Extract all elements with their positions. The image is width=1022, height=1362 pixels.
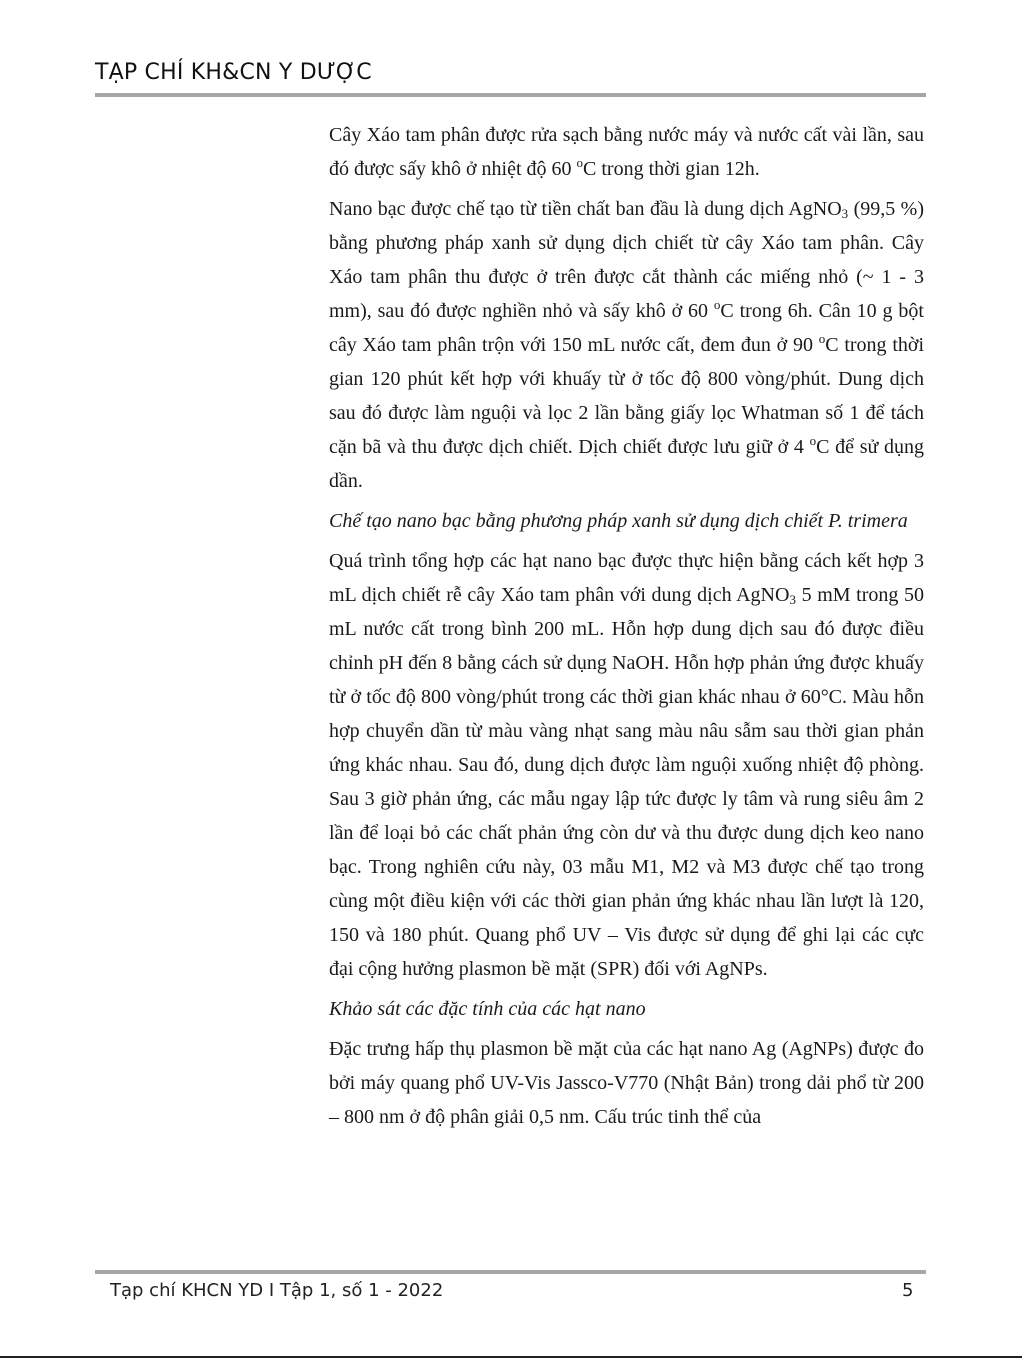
- paragraph-characterization: Đặc trưng hấp thụ plasmon bề mặt của các hạt nano Ag (AgNPs) được đo bởi máy quang phổ UV-Vis Jassco-V770 (Nhật Bản) trong dải phổ từ 200 – 800 nm ở độ phân giải 0,5 nm. Cấu trúc tinh thể của: [329, 1038, 924, 1128]
- section-heading-synthesis: Chế tạo nano bạc bằng phương pháp xanh sử dụng dịch chiết P. trimera: [329, 510, 908, 532]
- page-bottom-border: [0, 1356, 1022, 1358]
- footer-rule: [95, 1270, 926, 1274]
- footer-citation: Tạp chí KHCN YD I Tập 1, số 1 - 2022: [110, 1280, 444, 1301]
- page-number: 5: [902, 1280, 914, 1301]
- paragraph-synthesis: Quá trình tổng hợp các hạt nano bạc được thực hiện bằng cách kết hợp 3 mL dịch chiết rễ cây Xáo tam phân với dung dịch AgNO$_3$ 5 mM trong 50 mL nước cất trong bình 200 mL. Hỗn hợp dung dịch sau đó được điều chỉnh pH đến 8 bằng cách sử dụng NaOH. Hỗn hợp phản ứng được khuấy từ ở tốc độ 800 vòng/phút trong các thời gian khác nhau ở 60°C. Màu hỗn hợp chuyển dần từ màu vàng nhạt sang màu nâu sẫm sau thời gian phản ứng khác nhau. Sau đó, dung dịch được làm nguội xuống nhiệt độ phòng. Sau 3 giờ phản ứng, các mẫu ngay lập tức được ly tâm và rung siêu âm 2 lần để loại bỏ các chất phản ứng còn dư và thu được dung dịch keo nano bạc. Trong nghiên cứu này, 03 mẫu M1, M2 và M3 được chế tạo trong cùng một điều kiện với các thời gian phản ứng khác nhau lần lượt là 120, 150 và 180 phút. Quang phổ UV – Vis được sử dụng để ghi lại các cực đại cộng hưởng plasmon bề mặt (SPR) đối với AgNPs.: [329, 550, 924, 980]
- journal-title: TẠP CHÍ KH&CN Y DƯỢC: [95, 60, 372, 85]
- section-heading-characterization: Khảo sát các đặc tính của các hạt nano: [329, 998, 646, 1020]
- article-body: [329, 118, 924, 1140]
- paragraph-plant-preparation: Cây Xáo tam phân được rửa sạch bằng nước máy và nước cất vài lần, sau đó được sấy khô ở nhiệt độ 60 $^o$C trong thời gian 12h.: [329, 124, 924, 180]
- paragraph-extract-preparation: Nano bạc được chế tạo từ tiền chất ban đầu là dung dịch AgNO$_3$ (99,5 %) bằng phương pháp xanh sử dụng dịch chiết từ cây Xáo tam phân. Cây Xáo tam phân thu được ở trên được cắt thành các miếng nhỏ (~ 1 - 3 mm), sau đó được nghiền nhỏ và sấy khô ở 60 $^o$C trong 6h. Cân 10 g bột cây Xáo tam phân trộn với 150 mL nước cất, đem đun ở 90 $^o$C trong thời gian 120 phút kết hợp với khuấy từ ở tốc độ 800 vòng/phút. Dung dịch sau đó được làm nguội và lọc 2 lần bằng giấy lọc Whatman số 1 để tách cặn bã và thu được dịch chiết. Dịch chiết được lưu giữ ở 4 $^o$C để sử dụng dần.: [329, 198, 925, 492]
- header-rule: [95, 93, 926, 97]
